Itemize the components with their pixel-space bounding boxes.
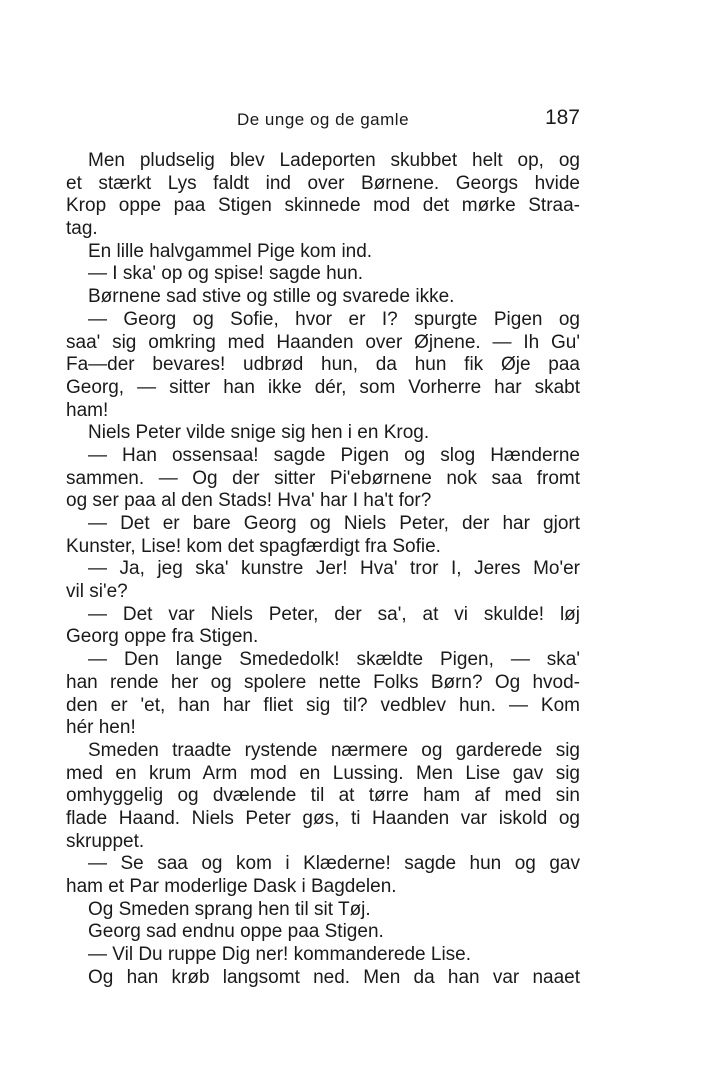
text-line: — I ska' op og spise! sagde hun. <box>88 263 364 285</box>
text-line: — Vil Du ruppe Dig ner! kommanderede Lise. <box>88 944 472 966</box>
text-line: Fa—der bevares! udbrød hun, da hun fik Øje paa <box>66 354 580 376</box>
text-line: vil si'e? <box>66 581 128 603</box>
text-line: med en krum Arm mod en Lussing. Men Lise gav sig <box>66 762 580 784</box>
text-line: Niels Peter vilde snige sig hen i en Krog. <box>88 422 430 444</box>
text-line: — Ja, jeg ska' kunstre Jer! Hva' tror I, Jeres Mo'er <box>88 558 580 580</box>
text-line: Georg oppe fra Stigen. <box>66 626 259 648</box>
text-line: — Det er bare Georg og Niels Peter, der har gjort <box>88 513 580 534</box>
text-line: — Han ossensaa! sagde Pigen og slog Hænderne <box>88 444 580 466</box>
running-title: De unge og de gamle <box>236 110 410 129</box>
text-line: — Georg og Sofie, hvor er I? spurgte Pigen og <box>88 308 580 330</box>
text-line: flade Haand. Niels Peter gøs, ti Haanden var iskold og <box>66 807 580 829</box>
text-line: hér hen! <box>66 717 136 739</box>
text-line: Smeden traadte rystende nærmere og garderede sig <box>88 739 580 761</box>
text-line: En lille halvgammel Pige kom ind. <box>88 240 373 262</box>
page-number: 187 <box>544 106 580 129</box>
text-line: ham et Par moderlige Dask i Bagdelen. <box>66 876 397 897</box>
text-line: Og Smeden sprang hen til sit Tøj. <box>88 898 371 920</box>
text-line: — Den lange Smededolk! skældte Pigen, — ska' <box>88 649 580 671</box>
text-line: ham! <box>66 399 109 421</box>
text-line: Børnene sad stive og stille og svarede ikke. <box>88 286 455 308</box>
text-line: Kunster, Lise! kom det spagfærdigt fra Sofie. <box>66 535 441 557</box>
text-line: tag. <box>66 218 98 240</box>
text-line: skruppet. <box>66 830 145 852</box>
running-head <box>66 104 580 134</box>
text-line: sammen. — Og der sitter Pi'ebørnene nok saa fromt <box>66 467 580 489</box>
text-line: han rende her og spolere nette Folks Børn? Og hvod- <box>66 671 580 693</box>
text-line: — Det var Niels Peter, der sa', at vi skulde! løj <box>88 603 580 625</box>
text-line: og ser paa al den Stads! Hva' har I ha't for? <box>66 490 432 512</box>
text-line: Og han krøb langsomt ned. Men da han var naaet <box>88 966 580 988</box>
text-line: Krop oppe paa Stigen skinnede mod det mørke Straa- <box>66 195 580 217</box>
text-line: omhyggelig og dvælende til at tørre ham af med sin <box>66 785 580 807</box>
text-line: Georg sad endnu oppe paa Stigen. <box>88 921 384 943</box>
text-line: Men pludselig blev Ladeporten skubbet helt op, og <box>88 150 580 171</box>
text-line: et stærkt Lys faldt ind over Børnene. Georgs hvide <box>66 172 580 194</box>
body-text <box>66 150 580 989</box>
text-line: Georg, — sitter han ikke dér, som Vorherre har skabt <box>66 376 580 398</box>
text-line: saa' sig omkring med Haanden over Øjnene. — Ih Gu' <box>66 331 580 353</box>
text-line: — Se saa og kom i Klæderne! sagde hun og gav <box>88 853 580 875</box>
text-line: den er 'et, han har fliet sig til? vedblev hun. — Kom <box>66 694 580 716</box>
